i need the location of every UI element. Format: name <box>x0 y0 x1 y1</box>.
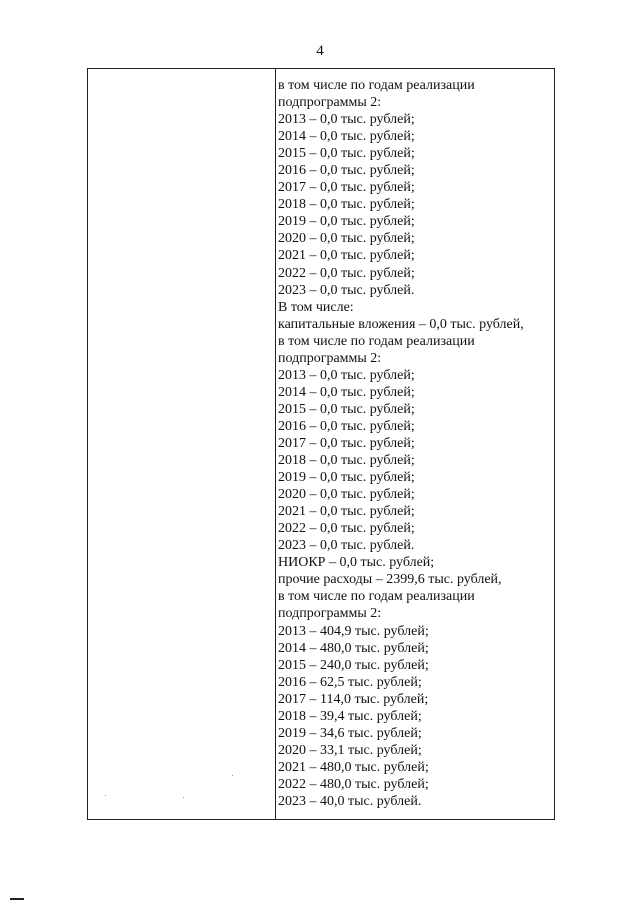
text-line: 2016 – 0,0 тыс. рублей; <box>278 418 415 434</box>
text-line: 2015 – 0,0 тыс. рублей; <box>278 146 415 162</box>
text-line: 2017 – 114,0 тыс. рублей; <box>278 691 429 707</box>
text-line: подпрограммы 2: <box>278 350 382 366</box>
text-line: 2013 – 404,9 тыс. рублей; <box>278 623 429 639</box>
text-line: в том числе по годам реализации <box>278 589 475 605</box>
text-line: 2023 – 40,0 тыс. рублей. <box>278 793 422 809</box>
text-line: 2018 – 0,0 тыс. рублей; <box>278 453 415 469</box>
text-line: 2017 – 0,0 тыс. рублей; <box>278 435 415 451</box>
text-line: 2020 – 0,0 тыс. рублей; <box>278 487 415 503</box>
scan-edge-mark <box>10 898 24 900</box>
scan-speck <box>183 797 184 798</box>
text-line: 2016 – 0,0 тыс. рублей; <box>278 163 415 179</box>
text-line: 2014 – 480,0 тыс. рублей; <box>278 640 429 656</box>
scan-speck <box>105 795 106 796</box>
text-line: 2013 – 0,0 тыс. рублей; <box>278 367 415 383</box>
text-line: 2019 – 0,0 тыс. рублей; <box>278 470 415 486</box>
text-line: в том числе по годам реализации <box>278 333 475 349</box>
text-line: подпрограммы 2: <box>278 606 382 622</box>
text-line: 2014 – 0,0 тыс. рублей; <box>278 129 415 145</box>
text-line: 2021 – 0,0 тыс. рублей; <box>278 504 415 520</box>
page-number: 4 <box>316 43 324 59</box>
text-line: 2020 – 33,1 тыс. рублей; <box>278 742 422 758</box>
text-line: 2016 – 62,5 тыс. рублей; <box>278 674 422 690</box>
text-line: 2021 – 480,0 тыс. рублей; <box>278 759 429 775</box>
text-line: 2023 – 0,0 тыс. рублей. <box>278 538 415 554</box>
text-line: подпрограммы 2: <box>278 95 382 111</box>
table-right-cell <box>278 77 550 810</box>
text-line: 2020 – 0,0 тыс. рублей; <box>278 231 415 247</box>
text-line: В том числе: <box>278 299 354 315</box>
text-line: в том числе по годам реализации <box>278 78 475 93</box>
text-line: 2014 – 0,0 тыс. рублей; <box>278 384 415 400</box>
text-line: 2013 – 0,0 тыс. рублей; <box>278 112 415 128</box>
text-line: 2022 – 0,0 тыс. рублей; <box>278 521 415 537</box>
text-line: 2017 – 0,0 тыс. рублей; <box>278 180 415 196</box>
text-line: прочие расходы – 2399,6 тыс. рублей, <box>278 572 502 588</box>
text-line: 2023 – 0,0 тыс. рублей. <box>278 282 415 298</box>
text-line: 2021 – 0,0 тыс. рублей; <box>278 248 415 264</box>
text-line: 2015 – 0,0 тыс. рублей; <box>278 401 415 417</box>
text-line: 2015 – 240,0 тыс. рублей; <box>278 657 429 673</box>
text-line: 2018 – 0,0 тыс. рублей; <box>278 197 415 213</box>
text-line: 2022 – 480,0 тыс. рублей; <box>278 776 429 792</box>
column-divider <box>275 69 276 819</box>
text-line: 2019 – 0,0 тыс. рублей; <box>278 214 415 230</box>
text-line: капитальные вложения – 0,0 тыс. рублей, <box>278 316 524 332</box>
text-line: 2019 – 34,6 тыс. рублей; <box>278 725 422 741</box>
scan-speck <box>232 775 233 776</box>
funding-table <box>87 68 555 820</box>
text-line: НИОКР – 0,0 тыс. рублей; <box>278 555 435 571</box>
text-line: 2022 – 0,0 тыс. рублей; <box>278 265 415 281</box>
text-line: 2018 – 39,4 тыс. рублей; <box>278 708 422 724</box>
